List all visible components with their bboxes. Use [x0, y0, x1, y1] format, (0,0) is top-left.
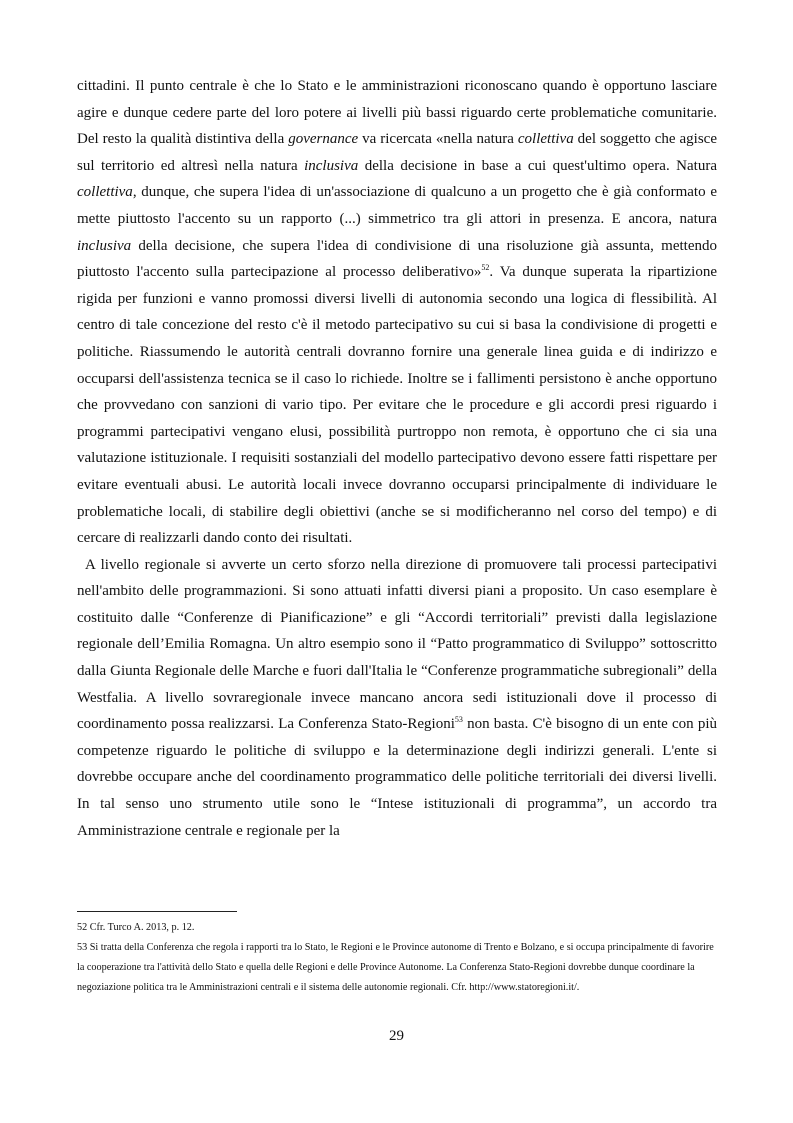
italic-collettiva: collettiva [77, 184, 133, 201]
paragraph-1-text: va ricercata «nella natura [358, 131, 518, 148]
paragraph-1-text: della decisione in base a cui quest'ultimo opera. Natura [358, 157, 717, 174]
footnotes [77, 918, 717, 998]
paragraph-2 [77, 552, 717, 845]
paragraph-1-text: cittadini. Il punto centrale è che lo Stato e le amministrazioni riconoscano quando è opportuno lasciare agire e dunque cedere parte del loro potere ai livelli più bassi riguardo certe problematiche comunitarie. Del resto la qualità distintiva della [77, 78, 717, 148]
footnote-53: 53 Si tratta della Conferenza che regola i rapporti tra lo Stato, le Regioni e le Province autonome di Trento e Bolzano, e si occupa principalmente di favorire la cooperazione tra l'attività dello Stato e quella delle Regioni e delle Province Autonome. La Conferenza Stato-Regioni dovrebbe dunque coordinare la negoziazione politica tra le Amministrazioni centrali e il sistema delle autonomie regionali. Cfr. http://www.statoregioni.it/. [77, 942, 714, 993]
footnote-separator [77, 911, 237, 912]
paragraph-1-text: , dunque, che supera l'idea di un'associazione di qualcuno a un progetto che è già conformato e mette piuttosto l'accento su un rapporto (...) simmetrico tra gli attori in presenza. E ancora, natura [77, 184, 717, 227]
footnote-52: 52 Cfr. Turco A. 2013, p. 12. [77, 922, 195, 933]
paragraph-1-text: . Va dunque superata la ripartizione rigida per funzioni e vanno promossi diversi livelli di autonomia secondo una logica di flessibilità. Al centro di tale concezione del resto c'è il metodo partecipativo su cui si basa la condivisione di progetti e politiche. Riassumendo le autorità centrali dovranno fornire una generale linea guida e di indirizzo e occuparsi dell'assistenza tecnica se il caso lo richiede. Inoltre se i fallimenti persistono è anche opportuno che provvedano con sanzioni di vario tipo. Per evitare che le procedure e gli accordi presi riguardo i programmi partecipativi vengano elusi, possibilità purtroppo non remota, è opportuno che ci sia una valutazione istituzionale. I requisiti sostanziali del modello partecipativo devono essere fatti rispettare per evitare eventuali abusi. Le autorità locali invece dovranno occuparsi principalmente di individuare le problematiche locali, di stabilire degli obiettivi (anche se si modificheranno nel corso del tempo) e di cercare di realizzarli dando conto dei risultati. [77, 264, 717, 547]
italic-inclusiva: inclusiva [304, 157, 359, 174]
page-number: 29 [389, 1028, 404, 1044]
footnote-ref-52[interactable]: 52 [481, 263, 490, 273]
italic-inclusiva: inclusiva [77, 237, 132, 254]
italic-governance: governance [288, 131, 359, 148]
italic-collettiva: collettiva [517, 131, 574, 148]
paragraph-2-text: non basta. C'è bisogno di un ente con più competenze riguardo le politiche di sviluppo e la determinazione degli indirizzi generali. L'ente si dovrebbe occupare anche del coordinamento programmatico delle politiche territoriali dei diversi livelli. In tal senso uno strumento utile sono le “Intese istituzionali di programma”, un accordo tra Amministrazione centrale e regionale per la [77, 716, 717, 839]
paragraph-1-text: della decisione, che supera l'idea di condivisione di una risoluzione già assunta, mettendo piuttosto l'accento sulla partecipazione al processo deliberativo» [77, 237, 717, 281]
footnote-ref-53[interactable]: 53 [454, 715, 463, 725]
paragraph-2-text: A livello regionale si avverte un certo sforzo nella direzione di promuovere tali processi partecipativi nell'ambito delle programmazioni. Si sono attuati infatti diversi piani a proposito. Un caso esemplare è costituito dalle “Conferenze di Pianificazione” e gli “Accordi territoriali” previsti dalla legislazione regionale dell’Emilia Romagna. Un altro esempio sono il “Patto programmatico di Sviluppo” sottoscritto dalla Giunta Regionale delle Marche e fuori dall'Italia le “Conferenze programmatiche subregionali” della Westfalia. A livello sovraregionale invece mancano ancora sedi istituzionali dove il processo di coordinamento possa realizzarsi. La Conferenza Stato-Regioni [77, 556, 717, 733]
paragraph-1-text: del soggetto che agisce sul territorio ed altresì nella natura [77, 131, 717, 174]
body-text [77, 73, 717, 844]
paragraph-1 [77, 73, 717, 552]
